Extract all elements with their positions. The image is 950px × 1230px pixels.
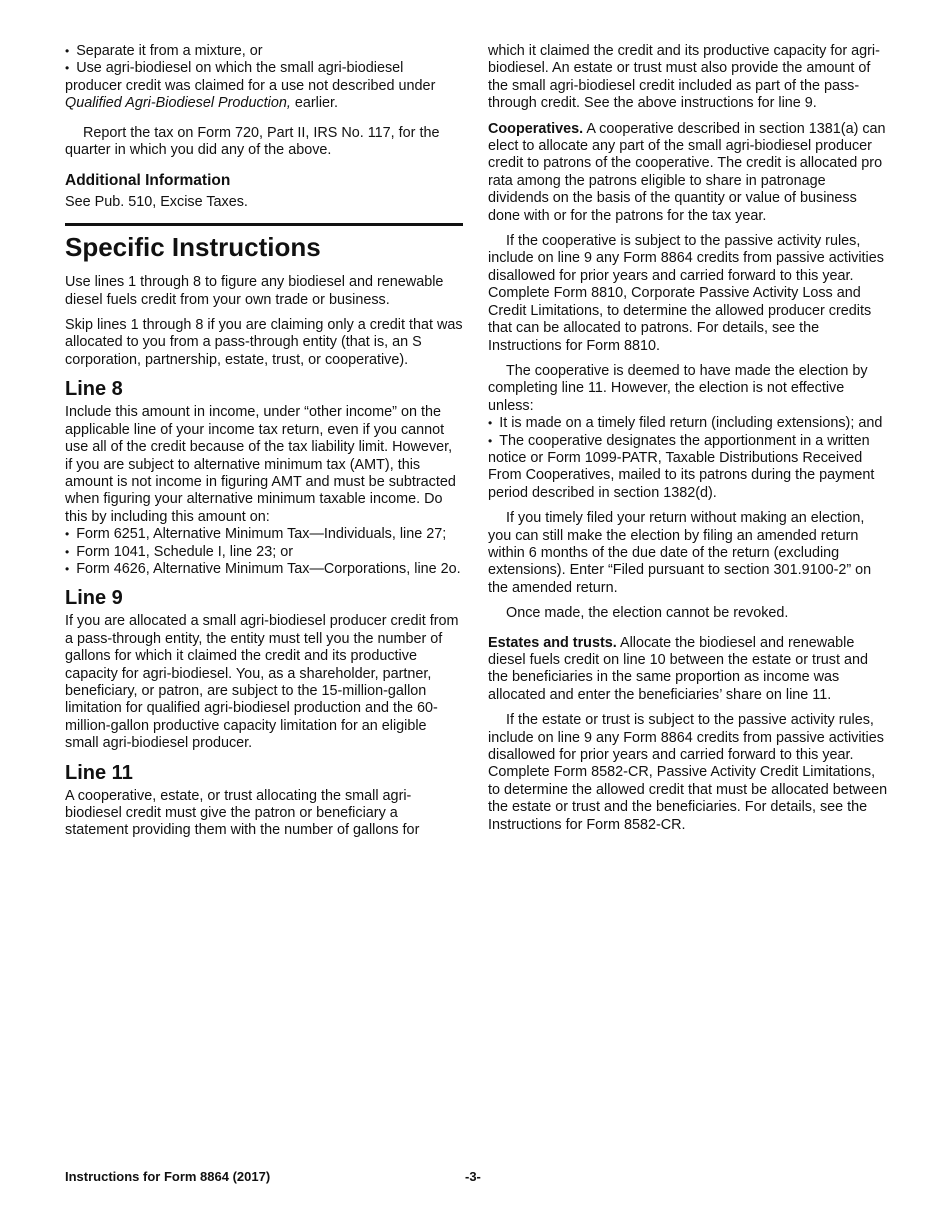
additional-info-text: See Pub. 510, Excise Taxes.: [65, 193, 248, 210]
footer-page-number: -3-: [465, 1169, 481, 1184]
bullet-use-agri-biodiesel: [65, 60, 463, 112]
coop-bullet-designates: • The cooperative designates the apportionment in a written notice or Form 1099-PATR, Taxable Distributions Received From Cooperatives, mailed to its patrons during the payment period described in section 1382(d).: [488, 433, 888, 503]
cooperatives-paragraph: [488, 121, 888, 225]
estates-text: Allocate the biodiesel and renewable diesel fuels credit on line 10 between the estate or trust and the beneficiaries in the same proportion as income was allocated and enter the beneficiaries’ share on line 11.: [488, 634, 868, 703]
line11-paragraph: A cooperative, estate, or trust allocating the small agri-biodiesel credit must give the patron or beneficiary a statement providing them with the number of gallons for: [65, 787, 420, 839]
line11-heading: Line 11: [65, 761, 133, 784]
line8-paragraph: Include this amount in income, under “other income” on the applicable line of your income tax return, even if you cannot use all of the credit because of the tax liability limit. However, if you are subject to alternative minimum tax (AMT), this amount is not income in figuring AMT and must be subtracted when figuring your alternative minimum taxable income. Do this by including this amount on:: [65, 404, 456, 525]
coop-revoked-paragraph: Once made, the election cannot be revoked.: [506, 605, 789, 622]
continued-paragraph: which it claimed the credit and its productive capacity for agri-biodiesel. An estate or trust must also provide the amount of the small agri-biodiesel credit included as part of the pass-through credit. See the above instructions for line 9.: [488, 43, 880, 112]
coop-bullet-timely: • It is made on a timely filed return (including extensions); and: [488, 415, 888, 432]
additional-info-heading: Additional Information: [65, 172, 231, 190]
right-column: [488, 43, 888, 834]
coop-election-paragraph: The cooperative is deemed to have made the election by completing line 11. However, the election is not effective unless:: [488, 362, 868, 414]
estates-paragraph: [488, 635, 888, 705]
line9-heading: Line 9: [65, 587, 123, 610]
estates-passive-paragraph: If the estate or trust is subject to the passive activity rules, include on line 9 any Form 8864 credits from passive activities disallowed for prior years and carried forward to this year. Complete Form 8582-CR, Passive Activity Credit Limitations, to determine the allowed credit that must be allocated between the estate or trust and the beneficiaries. For details, see the Instructions for Form 8582-CR.: [488, 712, 888, 833]
section-divider: [65, 223, 463, 226]
left-column: [65, 43, 463, 840]
qualified-production-ref: Qualified Agri-Biodiesel Production,: [65, 95, 291, 112]
line9-paragraph: If you are allocated a small agri-biodiesel producer credit from a pass-through entity, the entity must tell you the number of gallons for which it claimed the credit and its productive capacity for agri-biodiesel. You, as a shareholder, partner, beneficiary, or patron, are subject to the 15-million-gallon limitation for qualified agri-biodiesel production and the 60-million-gallon productive capacity limitation for an eligible small agri-biodiesel producer.: [65, 613, 459, 752]
cooperatives-text: A cooperative described in section 1381(a) can elect to allocate any part of the small agri-biodiesel producer credit to patrons of the cooperative. The credit is allocated pro rata among the patrons eligible to share in patronage dividends on the basis of the quantity or value of business done with or for the patrons for the tax year.: [488, 120, 886, 224]
line8-bullet-4626: • Form 4626, Alternative Minimum Tax—Corporations, line 2o.: [65, 561, 463, 578]
line8-heading: Line 8: [65, 378, 123, 401]
bullet-use-tail: earlier.: [290, 95, 339, 112]
report-tax-paragraph: Report the tax on Form 720, Part II, IRS No. 117, for the quarter in which you did any of the above.: [65, 124, 440, 159]
cooperatives-runin: Cooperatives.: [488, 120, 584, 137]
line8-bullet-1041: • Form 1041, Schedule I, line 23; or: [65, 544, 463, 561]
specific-para-2: Skip lines 1 through 8 if you are claiming only a credit that was allocated to you from a pass-through entity (that is, an S corporation, partnership, estate, trust, or cooperative).: [65, 317, 463, 368]
line8-bullet-6251: • Form 6251, Alternative Minimum Tax—Individuals, line 27;: [65, 526, 463, 543]
bullet-use-text: Use agri-biodiesel on which the small agri-biodiesel producer credit was claimed for a use not described under: [65, 60, 436, 94]
coop-amended-paragraph: If you timely filed your return without making an election, you can still make the election by filing an amended return within 6 months of the due date of the return (excluding extensions). Enter “Filed pursuant to section 301.9100-2” on the amended return.: [488, 510, 872, 596]
specific-para-1: Use lines 1 through 8 to figure any biodiesel and renewable diesel fuels credit from your own trade or business.: [65, 274, 444, 308]
footer-form-title: Instructions for Form 8864 (2017): [65, 1169, 271, 1184]
bullet-separate-mixture: • Separate it from a mixture, or: [65, 43, 463, 60]
specific-instructions-heading: Specific Instructions: [65, 232, 321, 263]
coop-passive-paragraph: If the cooperative is subject to the passive activity rules, include on line 9 any Form 8864 credits from passive activities disallowed for prior years and carried forward to this year. Complete Form 8810, Corporate Passive Activity Loss and Credit Limitations, to determine the allowed producer credits that can be allocated to patrons. For details, see the Instructions for Form 8810.: [488, 233, 884, 354]
estates-runin: Estates and trusts.: [488, 634, 617, 651]
